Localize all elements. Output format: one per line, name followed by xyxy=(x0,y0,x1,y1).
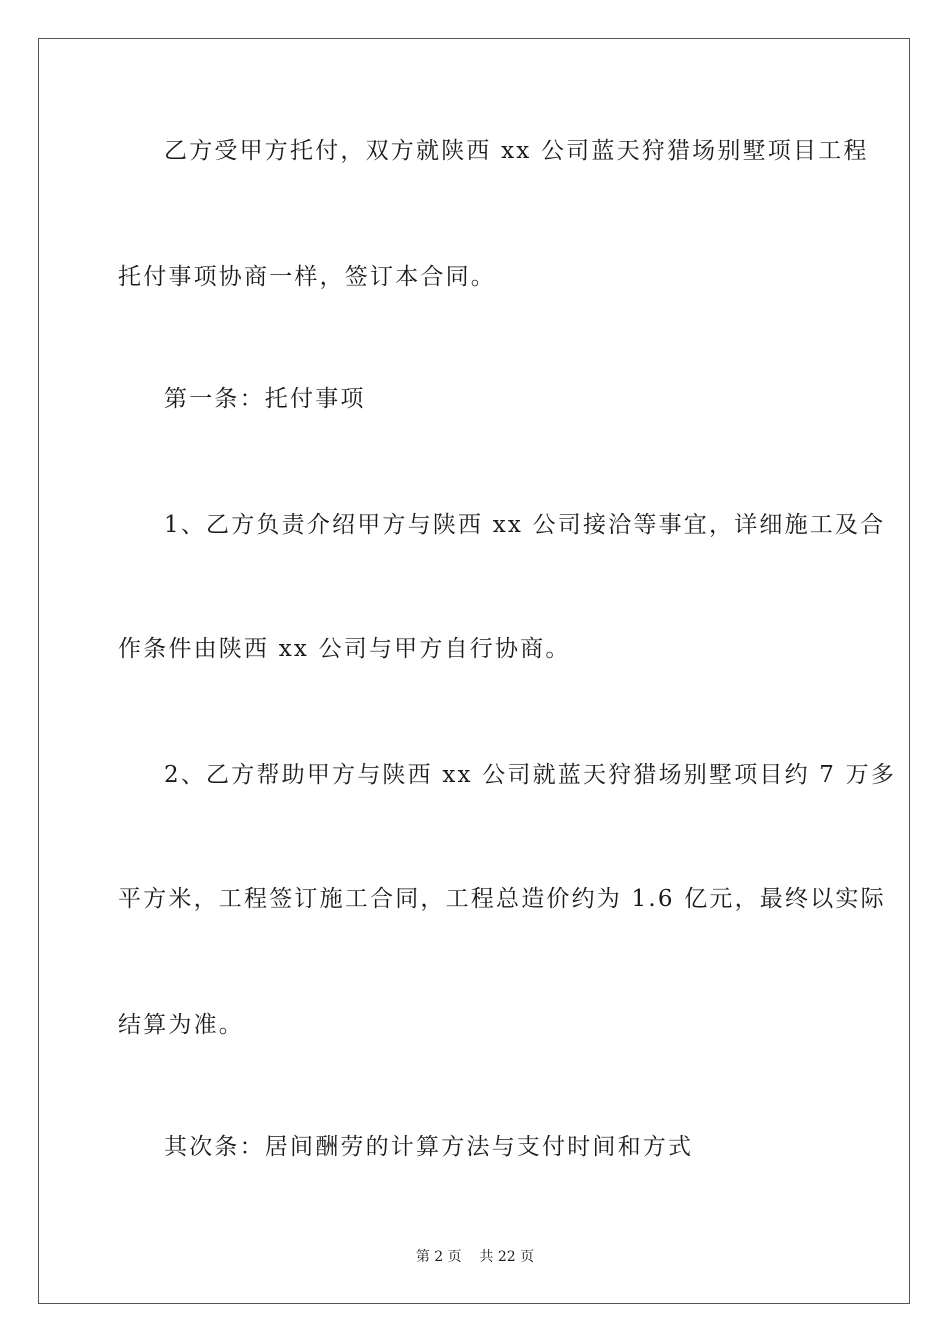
paragraph-line: 托付事项协商一样，签订本合同。 xyxy=(118,264,496,290)
paragraph-line: 1、乙方负责介绍甲方与陕西 xx 公司接洽等事宜，详细施工及合 xyxy=(164,512,886,538)
page-number-footer: 第 2 页 共 22 页 xyxy=(415,1249,535,1265)
section-heading: 第一条：托付事项 xyxy=(164,386,366,412)
paragraph-line: 作条件由陕西 xx 公司与甲方自行协商。 xyxy=(118,636,571,662)
paragraph-line: 结算为准。 xyxy=(118,1012,244,1038)
paragraph-line: 乙方受甲方托付，双方就陕西 xx 公司蓝天狩猎场别墅项目工程 xyxy=(164,138,869,164)
section-heading: 其次条：居间酬劳的计算方法与支付时间和方式 xyxy=(164,1134,694,1160)
paragraph-line: 平方米，工程签订施工合同，工程总造价约为 1.6 亿元，最终以实际 xyxy=(118,886,886,912)
page-border xyxy=(38,38,910,1304)
paragraph-line: 2、乙方帮助甲方与陕西 xx 公司就蓝天狩猎场别墅项目约 7 万多 xyxy=(164,762,897,788)
